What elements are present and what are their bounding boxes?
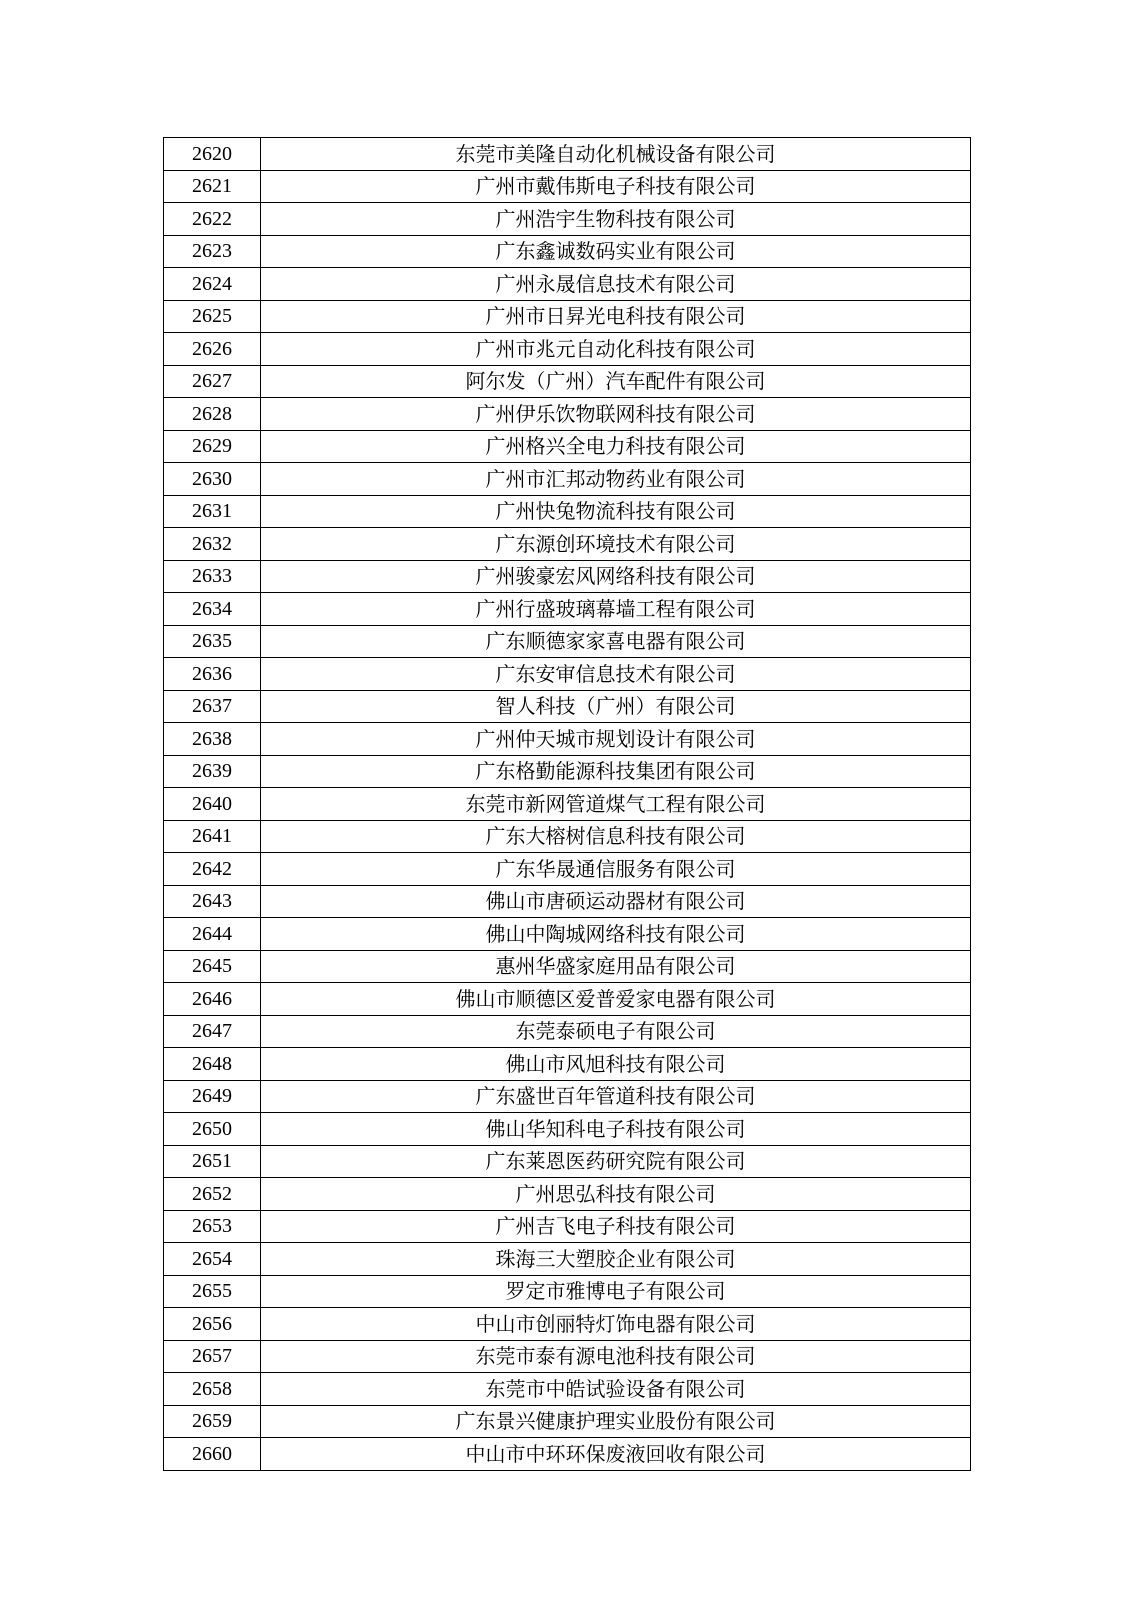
- company-name: 广东大榕树信息科技有限公司: [261, 820, 971, 853]
- row-number: 2653: [164, 1210, 261, 1243]
- row-number: 2634: [164, 593, 261, 626]
- row-number: 2642: [164, 853, 261, 886]
- company-name: 阿尔发（广州）汽车配件有限公司: [261, 365, 971, 398]
- company-name: 东莞市新网管道煤气工程有限公司: [261, 788, 971, 821]
- company-name: 佛山市风旭科技有限公司: [261, 1048, 971, 1081]
- table-row: [164, 1243, 971, 1276]
- row-number: 2650: [164, 1113, 261, 1146]
- table-row: [164, 788, 971, 821]
- table-row: [164, 885, 971, 918]
- company-name: 广州吉飞电子科技有限公司: [261, 1210, 971, 1243]
- company-name: 东莞市泰有源电池科技有限公司: [261, 1340, 971, 1373]
- company-name: 佛山中陶城网络科技有限公司: [261, 918, 971, 951]
- table-row: [164, 300, 971, 333]
- company-name: 广州思弘科技有限公司: [261, 1178, 971, 1211]
- company-name: 佛山市唐硕运动器材有限公司: [261, 885, 971, 918]
- table-row: [164, 1405, 971, 1438]
- company-name: 广州市汇邦动物药业有限公司: [261, 463, 971, 496]
- row-number: 2626: [164, 333, 261, 366]
- company-name: 广东盛世百年管道科技有限公司: [261, 1080, 971, 1113]
- company-name: 广州骏豪宏风网络科技有限公司: [261, 560, 971, 593]
- table-row: [164, 268, 971, 301]
- company-name: 广州浩宇生物科技有限公司: [261, 203, 971, 236]
- company-name: 广州市戴伟斯电子科技有限公司: [261, 170, 971, 203]
- company-name: 广州仲天城市规划设计有限公司: [261, 723, 971, 756]
- row-number: 2624: [164, 268, 261, 301]
- row-number: 2636: [164, 658, 261, 691]
- row-number: 2639: [164, 755, 261, 788]
- table-row: [164, 138, 971, 171]
- table-row: [164, 1308, 971, 1341]
- row-number: 2633: [164, 560, 261, 593]
- table-row: [164, 593, 971, 626]
- company-name: 广东华晟通信服务有限公司: [261, 853, 971, 886]
- table-row: [164, 560, 971, 593]
- row-number: 2622: [164, 203, 261, 236]
- row-number: 2644: [164, 918, 261, 951]
- row-number: 2629: [164, 430, 261, 463]
- table-row: [164, 463, 971, 496]
- company-name: 广东顺德家家喜电器有限公司: [261, 625, 971, 658]
- table-row: [164, 853, 971, 886]
- row-number: 2660: [164, 1438, 261, 1471]
- company-name: 佛山华知科电子科技有限公司: [261, 1113, 971, 1146]
- row-number: 2656: [164, 1308, 261, 1341]
- company-name: 广州快兔物流科技有限公司: [261, 495, 971, 528]
- row-number: 2635: [164, 625, 261, 658]
- table-row: [164, 170, 971, 203]
- company-name: 广州格兴全电力科技有限公司: [261, 430, 971, 463]
- company-list-table: [163, 137, 971, 1471]
- row-number: 2651: [164, 1145, 261, 1178]
- company-name: 广州行盛玻璃幕墙工程有限公司: [261, 593, 971, 626]
- company-name: 广东源创环境技术有限公司: [261, 528, 971, 561]
- table-row: [164, 755, 971, 788]
- row-number: 2647: [164, 1015, 261, 1048]
- row-number: 2658: [164, 1373, 261, 1406]
- row-number: 2646: [164, 983, 261, 1016]
- row-number: 2655: [164, 1275, 261, 1308]
- row-number: 2657: [164, 1340, 261, 1373]
- row-number: 2623: [164, 235, 261, 268]
- table-row: [164, 398, 971, 431]
- table-row: [164, 625, 971, 658]
- table-row: [164, 1275, 971, 1308]
- row-number: 2628: [164, 398, 261, 431]
- table-row: [164, 1113, 971, 1146]
- table-row: [164, 430, 971, 463]
- company-name: 东莞市美隆自动化机械设备有限公司: [261, 138, 971, 171]
- table-row: [164, 1145, 971, 1178]
- company-name: 智人科技（广州）有限公司: [261, 690, 971, 723]
- company-name: 广东安审信息技术有限公司: [261, 658, 971, 691]
- company-name: 广东鑫诚数码实业有限公司: [261, 235, 971, 268]
- row-number: 2630: [164, 463, 261, 496]
- row-number: 2637: [164, 690, 261, 723]
- table-row: [164, 1080, 971, 1113]
- table-row: [164, 235, 971, 268]
- row-number: 2643: [164, 885, 261, 918]
- table-row: [164, 365, 971, 398]
- table-row: [164, 1210, 971, 1243]
- company-name: 中山市中环环保废液回收有限公司: [261, 1438, 971, 1471]
- row-number: 2645: [164, 950, 261, 983]
- table-row: [164, 203, 971, 236]
- company-name: 广州永晟信息技术有限公司: [261, 268, 971, 301]
- table-row: [164, 528, 971, 561]
- table-row: [164, 495, 971, 528]
- row-number: 2638: [164, 723, 261, 756]
- row-number: 2620: [164, 138, 261, 171]
- row-number: 2627: [164, 365, 261, 398]
- company-name: 东莞市中皓试验设备有限公司: [261, 1373, 971, 1406]
- row-number: 2649: [164, 1080, 261, 1113]
- company-name: 广东格勤能源科技集团有限公司: [261, 755, 971, 788]
- row-number: 2631: [164, 495, 261, 528]
- company-name: 珠海三大塑胶企业有限公司: [261, 1243, 971, 1276]
- table-row: [164, 658, 971, 691]
- table-row: [164, 333, 971, 366]
- table-row: [164, 1438, 971, 1471]
- company-name: 惠州华盛家庭用品有限公司: [261, 950, 971, 983]
- table-row: [164, 1178, 971, 1211]
- row-number: 2621: [164, 170, 261, 203]
- row-number: 2648: [164, 1048, 261, 1081]
- row-number: 2652: [164, 1178, 261, 1211]
- row-number: 2641: [164, 820, 261, 853]
- row-number: 2654: [164, 1243, 261, 1276]
- table-row: [164, 1373, 971, 1406]
- table-row: [164, 918, 971, 951]
- company-name: 罗定市雅博电子有限公司: [261, 1275, 971, 1308]
- row-number: 2640: [164, 788, 261, 821]
- company-name: 广东景兴健康护理实业股份有限公司: [261, 1405, 971, 1438]
- company-name: 广州市日昇光电科技有限公司: [261, 300, 971, 333]
- company-name: 中山市创丽特灯饰电器有限公司: [261, 1308, 971, 1341]
- row-number: 2632: [164, 528, 261, 561]
- company-name: 佛山市顺德区爱普爱家电器有限公司: [261, 983, 971, 1016]
- table-row: [164, 1048, 971, 1081]
- company-name: 广州市兆元自动化科技有限公司: [261, 333, 971, 366]
- table-row: [164, 723, 971, 756]
- company-name: 东莞泰硕电子有限公司: [261, 1015, 971, 1048]
- company-list-body: [164, 138, 971, 1471]
- table-row: [164, 983, 971, 1016]
- row-number: 2625: [164, 300, 261, 333]
- row-number: 2659: [164, 1405, 261, 1438]
- company-name: 广州伊乐饮物联网科技有限公司: [261, 398, 971, 431]
- table-row: [164, 820, 971, 853]
- table-row: [164, 1340, 971, 1373]
- table-row: [164, 950, 971, 983]
- company-name: 广东莱恩医药研究院有限公司: [261, 1145, 971, 1178]
- table-row: [164, 1015, 971, 1048]
- table-row: [164, 690, 971, 723]
